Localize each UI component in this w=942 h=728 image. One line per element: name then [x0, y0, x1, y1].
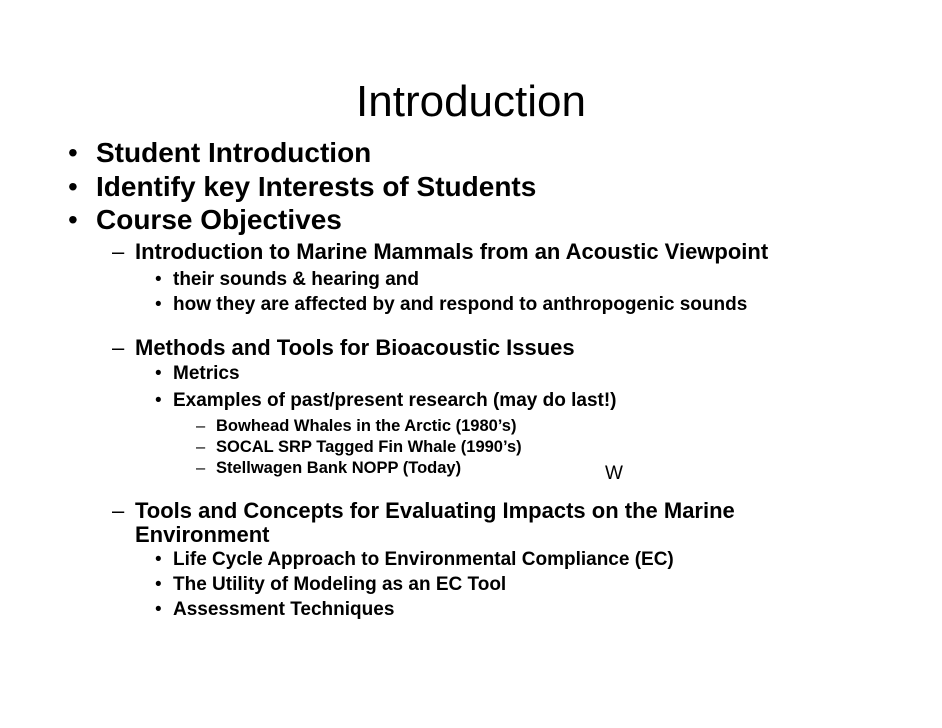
bullet-marker: • [155, 363, 162, 384]
objective-tools-concepts-continued: Environment [135, 522, 270, 547]
sub-item: Metrics [173, 363, 240, 384]
objective-tools-concepts: Tools and Concepts for Evaluating Impacts on the Marine [135, 498, 735, 523]
bullet-marker: • [155, 574, 162, 595]
bullet-key-interests: Identify key Interests of Students [96, 171, 537, 202]
bullet-marker: • [68, 204, 78, 235]
slide-title: Introduction [356, 77, 586, 126]
dash-marker: – [112, 498, 125, 523]
bullet-marker: • [155, 390, 162, 411]
example-item: SOCAL SRP Tagged Fin Whale (1990’s) [216, 438, 522, 456]
sub-item: their sounds & hearing and [173, 269, 419, 290]
example-item: Stellwagen Bank NOPP (Today) [216, 459, 462, 477]
bullet-course-objectives: Course Objectives [96, 204, 342, 235]
bullet-marker: • [155, 549, 162, 570]
objective-methods-tools: Methods and Tools for Bioacoustic Issues [135, 335, 575, 360]
sub-item: how they are affected by and respond to anthropogenic sounds [173, 294, 748, 315]
dash-marker: – [196, 438, 206, 456]
bullet-marker: • [68, 137, 78, 168]
dash-marker: – [196, 417, 206, 435]
example-item: Bowhead Whales in the Arctic (1980’s) [216, 417, 517, 435]
bullet-student-introduction: Student Introduction [96, 137, 372, 168]
dash-marker: – [196, 459, 206, 477]
dash-marker: – [112, 239, 125, 264]
stray-mark: W [605, 463, 623, 484]
sub-item: The Utility of Modeling as an EC Tool [173, 574, 507, 595]
bullet-marker: • [155, 599, 162, 620]
bullet-marker: • [155, 269, 162, 290]
sub-item: Life Cycle Approach to Environmental Compliance (EC) [173, 549, 674, 570]
sub-item: Assessment Techniques [173, 599, 395, 620]
dash-marker: – [112, 335, 125, 360]
bullet-marker: • [68, 171, 78, 202]
bullet-marker: • [155, 294, 162, 315]
sub-item: Examples of past/present research (may do last!) [173, 390, 617, 411]
objective-marine-mammals: Introduction to Marine Mammals from an Acoustic Viewpoint [135, 239, 769, 264]
